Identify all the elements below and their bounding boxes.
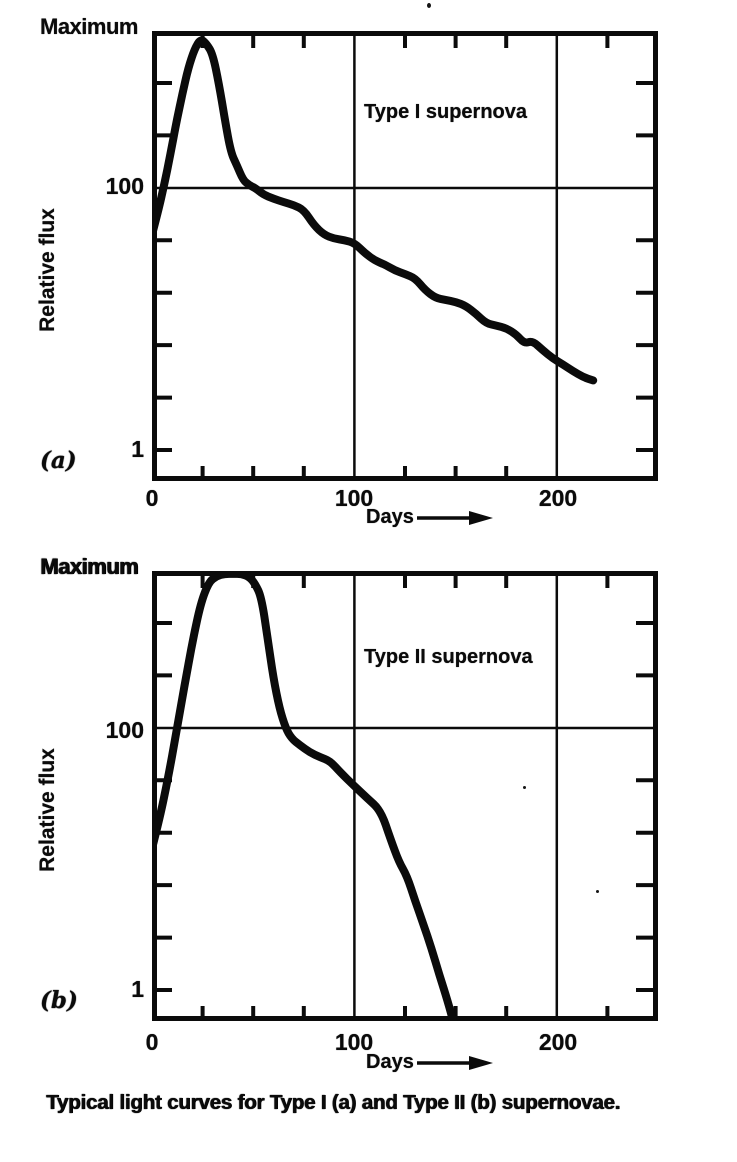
chart-svg [152,571,658,1021]
plot-frame [155,574,656,1019]
chart-svg [152,31,658,481]
x-tick-label-100: 100 [334,485,374,511]
x-axis-title-a [366,506,493,529]
panel-letter-b: (b) [40,987,78,1014]
y-axis-title: Relative flux [36,208,59,332]
chart-panel-b [0,540,737,1080]
plot-area-b [152,571,658,1021]
figure-caption: Typical light curves for Type I (a) and Type II (b) supernovae. [46,1091,621,1114]
right-arrow-icon [417,510,493,526]
y-axis-title: Relative flux [36,748,59,872]
photocopy-speck [523,786,526,789]
plot-area-a [152,31,658,481]
x-axis-title-text: Days [366,506,414,528]
photocopy-speck [427,3,431,8]
y-tick-label-1: 1 [131,976,144,1002]
y-tick-label-100: 100 [105,717,144,743]
chart-panel-a [0,0,737,540]
curve-annotation-b: Type II supernova [364,646,533,668]
x-tick-label-0: 0 [145,1029,159,1055]
x-tick-label-200: 200 [538,1029,578,1055]
right-arrow-icon [417,1055,493,1071]
y-tick-label-1: 1 [131,436,144,462]
x-tick-label-0: 0 [145,485,159,511]
photocopy-speck [596,890,599,893]
x-axis-title-text: Days [366,1051,414,1073]
curve-annotation-a: Type I supernova [364,101,528,123]
y-axis-max-label: Maximum [40,14,138,39]
y-tick-label-100: 100 [105,173,144,199]
x-tick-label-200: 200 [538,485,578,511]
light-curve [152,40,593,380]
panel-letter-a: (a) [40,447,77,474]
x-tick-label-100: 100 [334,1029,374,1055]
x-axis-title-b [366,1051,493,1074]
light-curve [152,574,454,1021]
y-axis-max-label: Maximum [40,554,138,579]
